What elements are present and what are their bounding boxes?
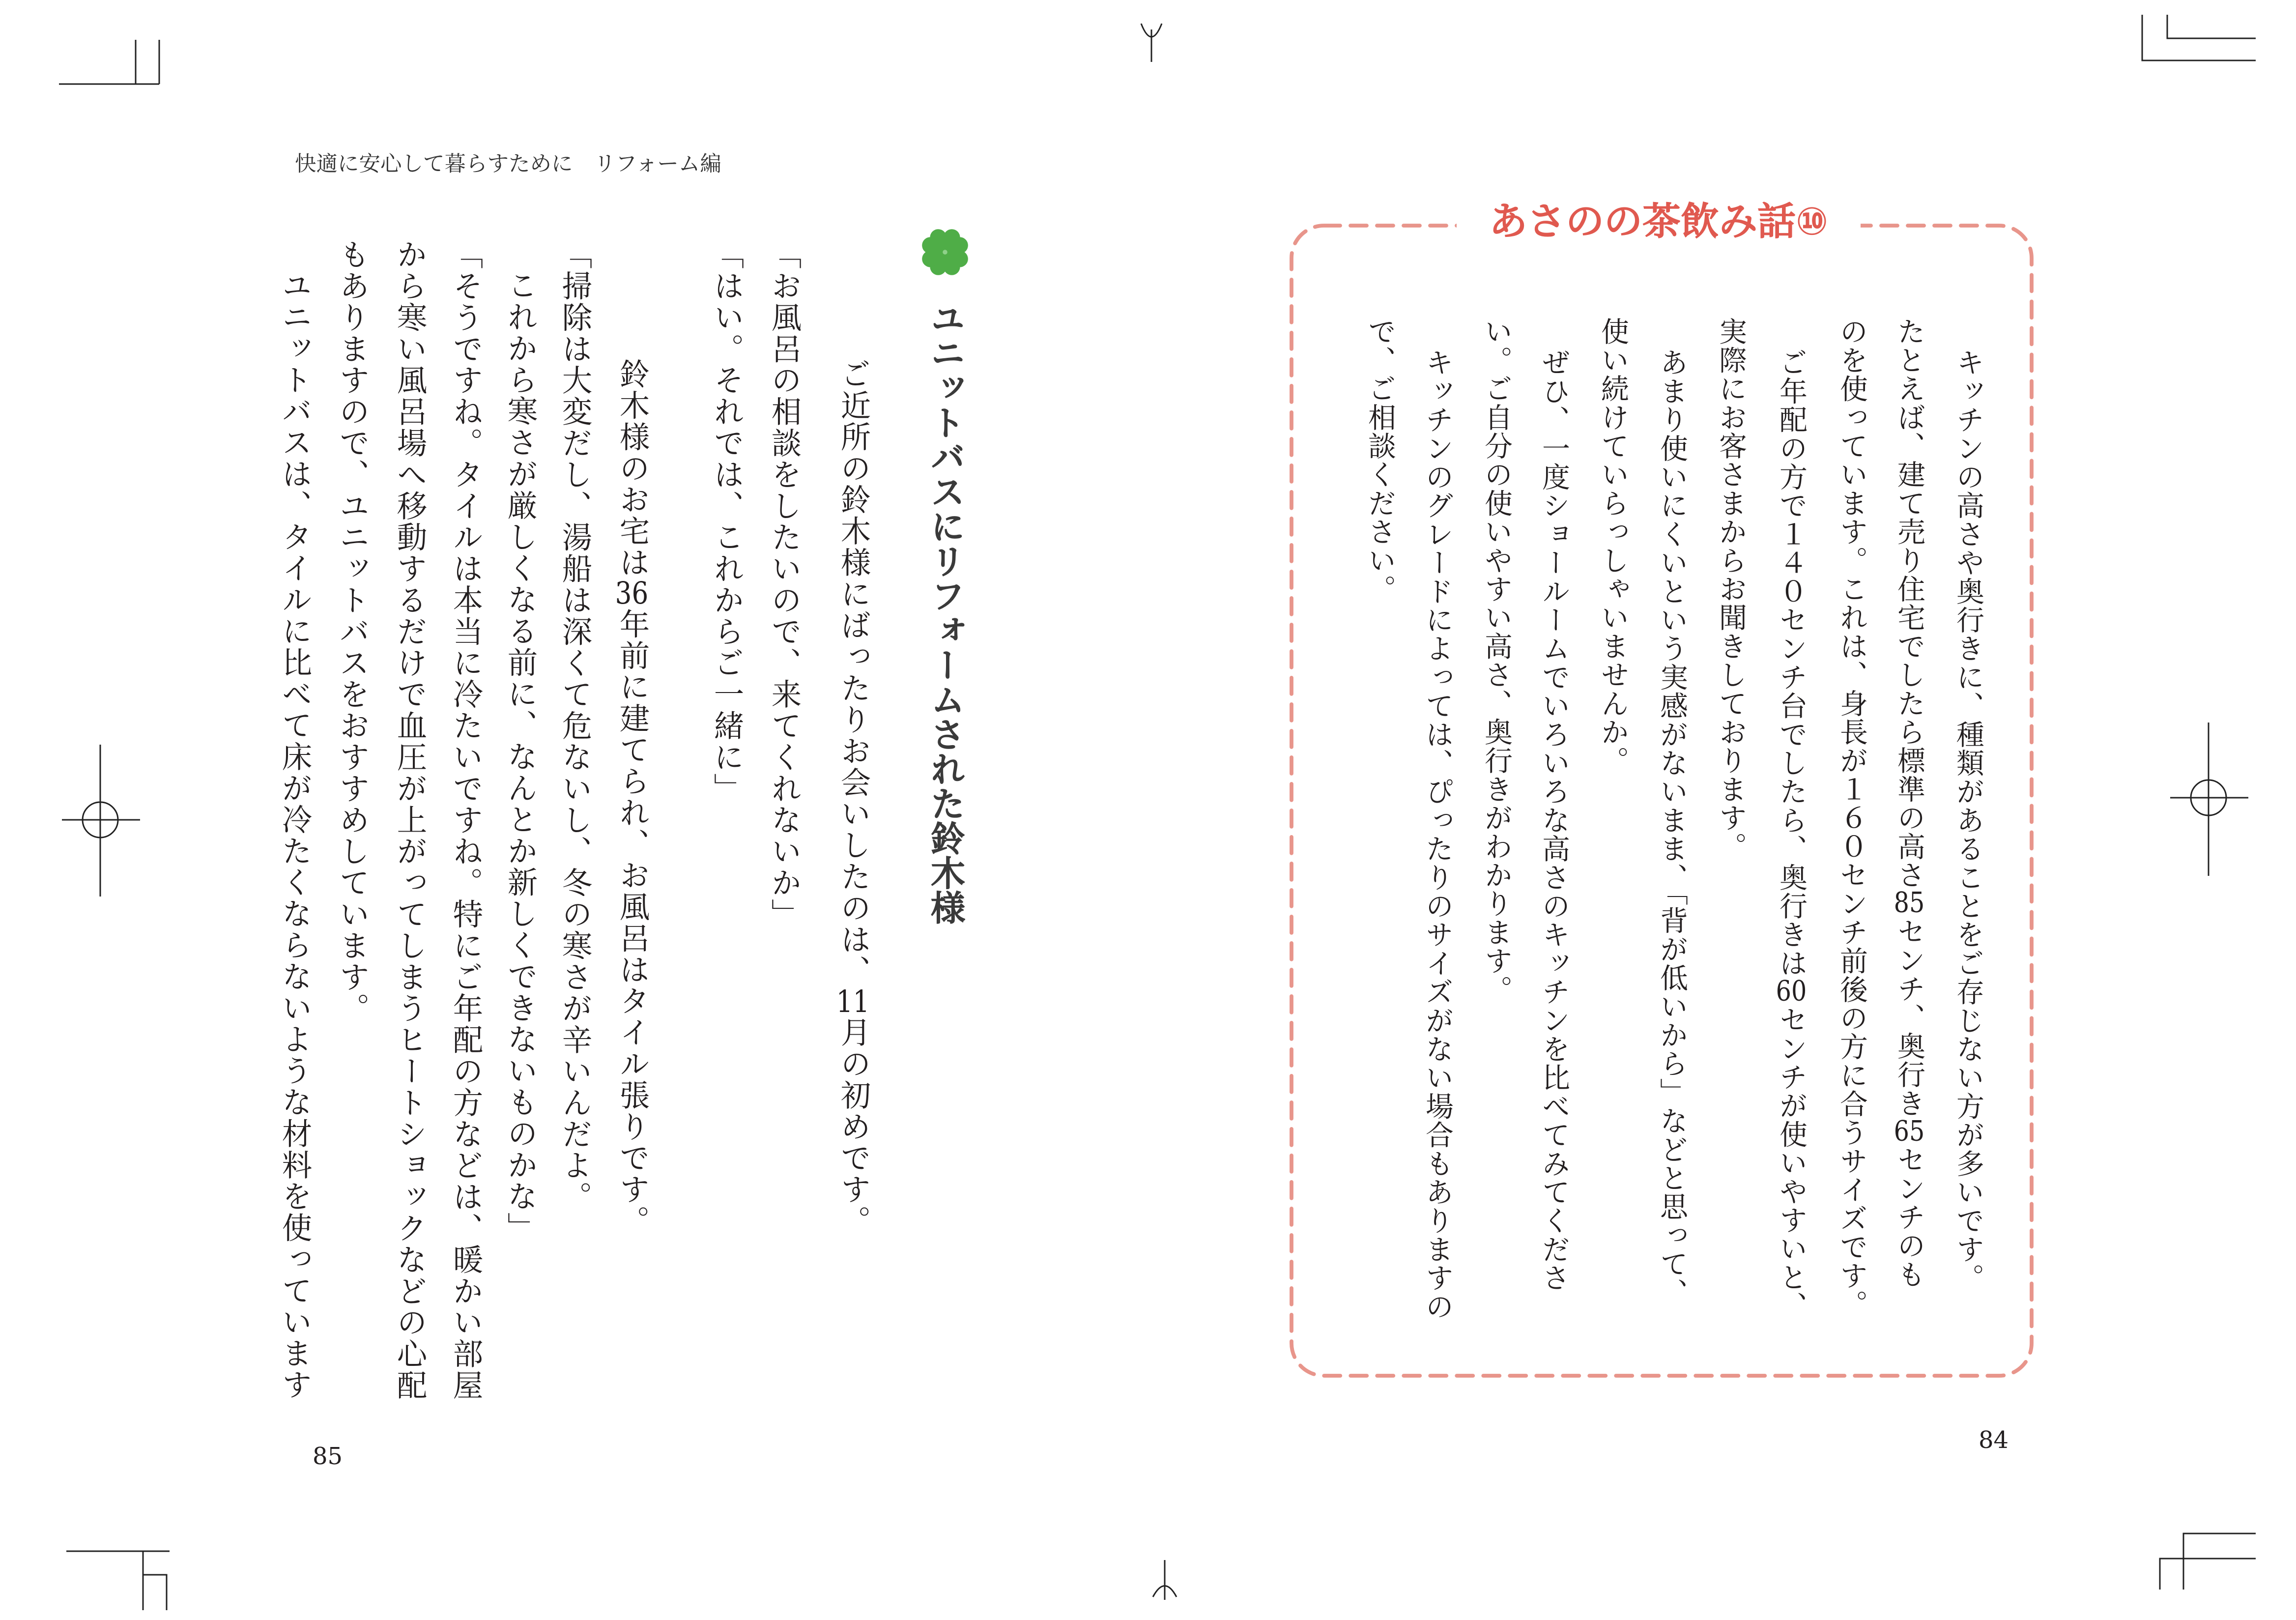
- registration-mark-right: [2170, 723, 2248, 876]
- body-text-column: 鈴木様のお宅は36年前に建てられ、お風呂はタイル張りです。: [614, 358, 650, 1237]
- body-text-column: ユニットバスは、タイルに比べて床が冷たくならないような材料を使っています: [276, 270, 312, 1401]
- box-text-column: ぜひ、一度ショールームでいろいろな高さのキッチンを比べてみてくださ: [1538, 348, 1570, 1292]
- upright-digits: 36: [615, 578, 649, 608]
- box-text-column: ご年配の方で１４０センチ台でしたら、奥行きは60センチが使いやすいと、: [1775, 348, 1808, 1320]
- box-text-column: たとえば、建て売り住宅でしたら標準の高さ85センチ、奥行き65センチのも: [1893, 317, 1925, 1289]
- box-text-column: 使い続けていらっしゃいませんか。: [1597, 317, 1629, 775]
- body-text-column: 「はい。それでは、これからご一緒に」: [708, 239, 744, 805]
- upright-digits: 11: [836, 986, 870, 1017]
- page-number: 84: [1979, 1426, 2009, 1454]
- registration-mark-left: [62, 745, 140, 897]
- page-number: 85: [313, 1442, 343, 1470]
- upright-digits: 85: [1894, 889, 1925, 917]
- crop-mark-top-right: [2142, 15, 2256, 60]
- crop-mark-bottom-right: [2160, 1533, 2256, 1590]
- section-heading: ユニットバスにリフォームされた鈴木様: [924, 301, 966, 925]
- crop-mark-bottom-left: [66, 1551, 170, 1610]
- box-text-column: のを使っています。これは、身長が１６０センチ前後の方に合うサイズです。: [1836, 317, 1868, 1318]
- body-text-column: 「そうですね。タイルは本当に冷たいですね。特にご年配の方などは、暖かい部屋: [447, 239, 483, 1401]
- box-text-column: キッチンの高さや奥行きに、種類があることをご存じない方が多いです。: [1952, 348, 1984, 1292]
- center-mark-bottom: [1153, 1560, 1177, 1600]
- box-text-column: で、ご相談ください。: [1364, 317, 1396, 603]
- body-text-column: 「お風呂の相談をしたいので、来てくれないか」: [766, 239, 802, 930]
- body-text-column: これから寒さが厳しくなる前に、なんとか新しくできないものかな」: [502, 270, 538, 1244]
- column-box-title: あさのの茶飲み話⑩: [1457, 201, 1861, 245]
- crop-mark-top-left: [59, 40, 159, 84]
- body-text-column: から寒い風呂場へ移動するだけで血圧が上がってしまうヒートショックなどの心配: [391, 239, 427, 1401]
- upright-digits: 65: [1894, 1117, 1925, 1146]
- center-mark-top: [1141, 24, 1162, 62]
- upright-digits: 60: [1776, 977, 1807, 1006]
- running-header: 快適に安心して暮らすために リフォーム編: [295, 153, 721, 177]
- box-text-column: キッチンのグレードによっては、ぴったりのサイズがない場合もありますの: [1421, 348, 1454, 1321]
- box-text-column: い。ご自分の使いやすい高さ、奥行きがわかります。: [1480, 317, 1513, 1004]
- column-box: [1289, 201, 2035, 1379]
- body-text-column: ご近所の鈴木様にばったりお会いしたのは、11月の初めです。: [835, 358, 871, 1237]
- box-text-column: 実際にお客さまからお聞きしております。: [1715, 317, 1747, 861]
- four-leaf-clover-icon: [918, 226, 972, 279]
- box-text-column: あまり使いにくいという実感がないまま、「背が低いから」などと思って、: [1656, 348, 1688, 1307]
- body-text-column: 「掃除は大変だし、湯船は深くて危ないし、冬の寒さが辛いんだよ。: [556, 239, 592, 1213]
- body-text-column: もありますので、ユニットバスをおすすめしています。: [334, 239, 370, 1024]
